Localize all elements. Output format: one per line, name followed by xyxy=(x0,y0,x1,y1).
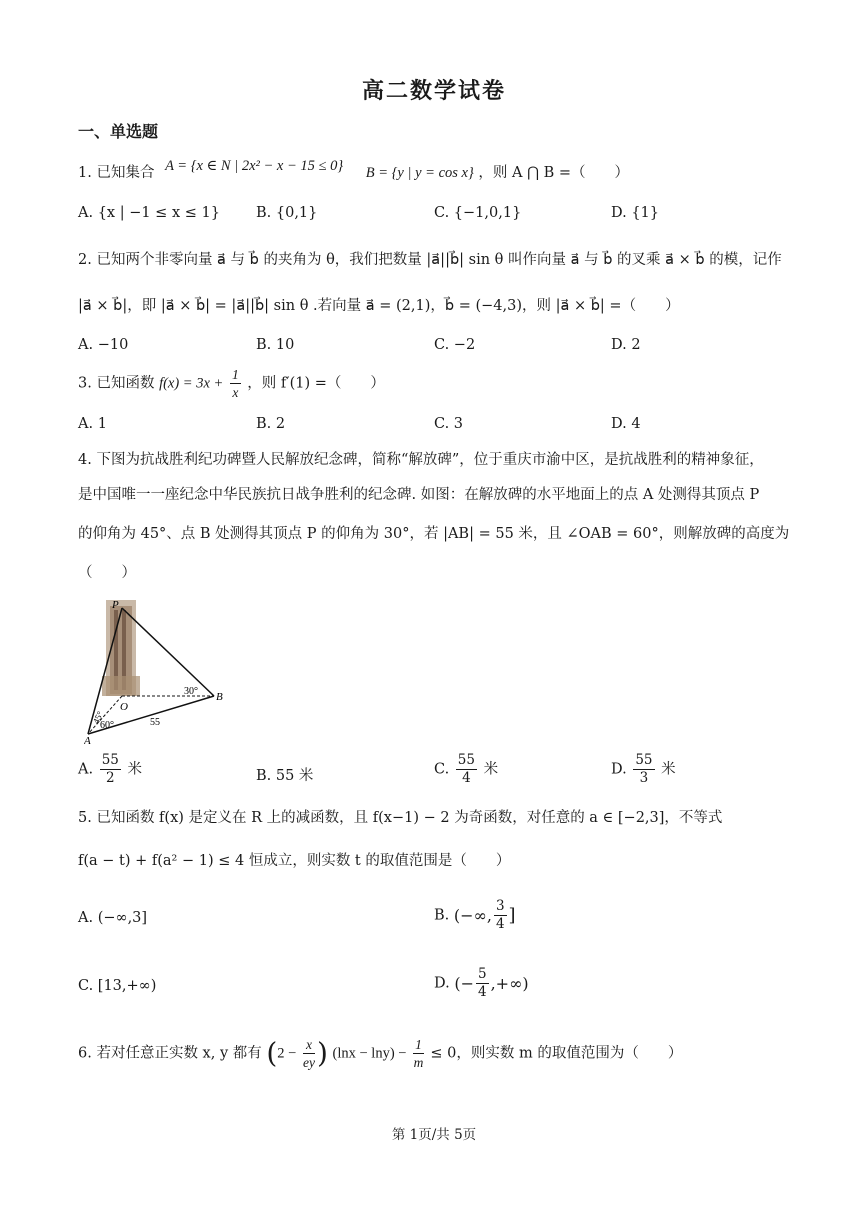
q5-d-den: 4 xyxy=(477,984,487,1000)
label-angle-60: 60° xyxy=(100,720,114,731)
q6-fraction-1 xyxy=(303,1036,315,1071)
monument-figure xyxy=(84,596,244,746)
q3-prefix: 3. 已知函数 xyxy=(78,375,155,392)
q4-c-den: 4 xyxy=(462,770,471,786)
q5-b-num: 3 xyxy=(495,898,505,914)
q1-option-c[interactable]: C. {−1,0,1} xyxy=(434,205,522,221)
q4-a-num: 55 xyxy=(101,752,119,768)
q3-tail: ，则 f′(1) =（ ） xyxy=(247,375,385,392)
label-length: 55 xyxy=(150,717,160,728)
q3-frac-den: x xyxy=(232,385,239,400)
q5-d-post: ,+∞) xyxy=(490,974,529,993)
q6-tail: ≤ 0，则实数 m 的取值范围为（ ） xyxy=(430,1045,683,1062)
q3-option-b[interactable]: B. 2 xyxy=(256,416,286,432)
q5-d-num: 5 xyxy=(477,966,487,982)
q4-option-a-fraction xyxy=(100,752,121,787)
q4-d-den: 3 xyxy=(639,770,649,786)
q4-d-num: 55 xyxy=(635,752,653,768)
label-b: B xyxy=(216,691,223,703)
q6-two: 2 − xyxy=(277,1045,297,1062)
q3-option-a[interactable]: A. 1 xyxy=(78,416,107,432)
q4-a-den: 2 xyxy=(106,770,115,786)
q1-option-d[interactable]: D. {1} xyxy=(611,205,660,221)
q2-option-a[interactable]: A. −10 xyxy=(78,337,129,353)
q4-option-c[interactable] xyxy=(434,752,498,787)
q6-prefix: 6. 若对任意正实数 x, y 都有 xyxy=(78,1045,262,1062)
q6-f1-den: ey xyxy=(302,1055,315,1070)
q6-paren-open: ( xyxy=(266,1036,278,1070)
q2-option-d[interactable]: D. 2 xyxy=(611,337,641,353)
q5-option-b[interactable] xyxy=(434,898,516,933)
q4-option-d-unit: 米 xyxy=(661,761,676,778)
q4-option-d-fraction xyxy=(633,752,654,787)
q6-f1-num: x xyxy=(303,1036,315,1054)
q3-function: f(x) = 3x + xyxy=(159,375,224,392)
page-footer: 第 1页/共 5页 xyxy=(391,1127,477,1143)
q5-b-fraction xyxy=(494,898,507,933)
q2-line-1: 2. 已知两个非零向量 a⃗ 与 b⃗ 的夹角为 θ，我们把数量 |a⃗||b⃗| sin θ 叫作向量 a⃗ 与 b⃗ 的叉乘 a⃗ × b⃗ 的模，记作 xyxy=(78,252,782,268)
q5-d-pre: (− xyxy=(454,974,474,993)
q6-f2-den: m xyxy=(413,1055,424,1070)
q4-option-d-label: D. xyxy=(611,761,627,778)
q3-option-d[interactable]: D. 4 xyxy=(611,416,641,432)
q5-option-d[interactable] xyxy=(434,966,529,1001)
q1-option-a[interactable]: A. {x | −1 ≤ x ≤ 1} xyxy=(78,205,220,221)
question-6 xyxy=(78,1036,682,1071)
q2-option-c[interactable]: C. −2 xyxy=(434,337,476,353)
q4-option-c-unit: 米 xyxy=(483,761,499,778)
q5-b-pre: (−∞, xyxy=(453,906,492,925)
label-a: A xyxy=(84,735,91,746)
label-angle-45: 45° xyxy=(90,709,106,726)
label-angle-b: 30° xyxy=(184,686,198,697)
q5-line-2: f(a − t) + f(a² − 1) ≤ 4 恒成立，则实数 t 的取值范围是（ ） xyxy=(78,853,511,869)
q6-paren-close: ) xyxy=(316,1036,328,1070)
q3-option-c[interactable]: C. 3 xyxy=(434,416,464,432)
question-1 xyxy=(78,158,629,183)
q6-mid: (lnx − lny) − xyxy=(332,1045,407,1062)
q5-d-fraction xyxy=(476,966,489,1001)
q4-line-1: 4. 下图为抗战胜利纪功碑暨人民解放纪念碑，简称“解放碑”，位于重庆市渝中区，是抗战胜利的精神象征， xyxy=(78,452,764,468)
q5-option-c[interactable]: C. [13,+∞) xyxy=(78,978,157,994)
monument-base xyxy=(102,676,140,696)
q2-option-b[interactable]: B. 10 xyxy=(256,337,295,353)
q4-option-c-label: C. xyxy=(434,761,450,778)
q1-set-b: B = {y | y = cos x} xyxy=(365,165,474,181)
q5-line-1: 5. 已知函数 f(x) 是定义在 R 上的减函数，且 f(x−1) − 2 为奇函数，对任意的 a ∈ [−2,3]，不等式 xyxy=(78,810,723,826)
q3-frac-num: 1 xyxy=(231,367,239,382)
q6-fraction-2 xyxy=(413,1036,424,1071)
q5-d-label: D. xyxy=(434,975,450,992)
q1-tail: ，则 A ⋂ B =（ ） xyxy=(478,165,629,181)
q4-line-3: 的仰角为 45°、点 B 处测得其顶点 P 的仰角为 30°，若 |AB| = 55 米，且 ∠OAB = 60°，则解放碑的高度为 xyxy=(78,526,790,542)
q4-option-a-unit: 米 xyxy=(127,761,142,778)
q4-option-a[interactable] xyxy=(78,752,142,787)
page-title: 高二数学试卷 xyxy=(361,78,506,104)
q5-b-den: 4 xyxy=(495,916,505,932)
q4-line-4: （ ） xyxy=(78,565,136,581)
q1-option-b[interactable]: B. {0,1} xyxy=(256,205,318,221)
q1-prefix: 1. 已知集合 xyxy=(78,165,155,181)
q4-option-a-label: A. xyxy=(78,761,94,778)
q4-option-c-fraction xyxy=(456,752,477,787)
question-3 xyxy=(78,366,385,401)
q1-set-a: A = {x ∈ N | 2x² − x − 15 ≤ 0} xyxy=(165,158,344,174)
q3-fraction xyxy=(230,366,241,401)
label-p: P xyxy=(112,599,119,611)
section-heading: 一、单选题 xyxy=(78,122,159,141)
q4-option-b[interactable]: B. 55 米 xyxy=(256,768,314,784)
q5-b-label: B. xyxy=(434,907,450,924)
label-o: O xyxy=(120,701,128,713)
q4-option-d[interactable] xyxy=(611,752,676,787)
q5-option-a[interactable]: A. (−∞,3] xyxy=(78,910,148,926)
q5-b-post: ] xyxy=(508,905,516,926)
q4-line-2: 是中国唯一一座纪念中华民族抗日战争胜利的纪念碑. 如图：在解放碑的水平地面上的点 A 处测得其顶点 P xyxy=(78,487,760,503)
q2-line-2: |a⃗ × b⃗|，即 |a⃗ × b⃗| = |a⃗||b⃗| sin θ .若向量 a⃗ = (2,1)，b⃗ = (−4,3)，则 |a⃗ × b⃗| =（ ） xyxy=(78,298,680,314)
q6-f2-num: 1 xyxy=(415,1037,422,1052)
q4-c-num: 55 xyxy=(457,752,475,768)
